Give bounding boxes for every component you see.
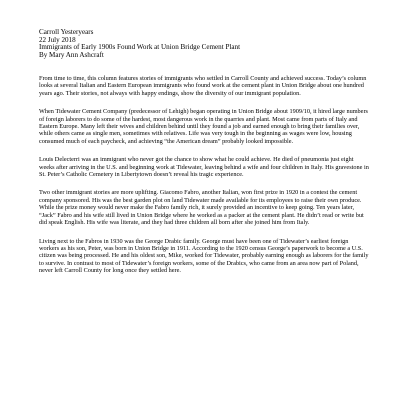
article-title: Immigrants of Early 1900s Found Work at Union Bridge Cement Plant [39,43,241,51]
article-column [39,29,369,286]
publication-date: 22 July 2018 [39,35,76,44]
paragraph-fabro: Two other immigrant stories are more uplifting. Giacomo Fabro, another Italian, won first prize in 1920 in a contest the cement company sponsored. His was the best garden plot on land Tidewater made available for its employees to raise their own produce. While the prize money would never make the Fabro family rich, it surely provided an incentive to keep going. Ten years later, “Jack” Fabro and his wife still lived in Union Bridge where he worked as a packer at the cement plant. He didn’t read or write but did speak English. His wife was literate, and they had three children all born after she joined him from Italy. [39,189,364,227]
paragraph-intro: From time to time, this column features stories of immigrants who settled in Carroll County and achieved success. Today’s column looks at several Italian and Eastern European immigrants who found work at the cement plant in Union Bridge about one hundred years ago. Their stories, not always with happy endings, show the diversity of our immigrant population. [39,75,367,97]
paragraph-delecterri: Louis Delecterri was an immigrant who never got the chance to show what he could achieve. He died of pneumonia just eight weeks after arriving in the U.S. and beginning work at Tidewater, leaving behind a wife and four children in Italy. His gravestone in St. Peter’s Catholic Cemetery in Libertytown doesn’t reveal his tragic experience. [39,156,369,179]
article-header [39,29,369,59]
paragraph-tidewater: When Tidewater Cement Company (predecessor of Lehigh) began operating in Union Bridge about 1909/10, it hired large numbers of foreign laborers to do some of the hardest, most dangerous work in the quarries and plant. Most came from parts of Italy and Eastern Europe. Many left their wives and children behind until they found a job and earned enough to bring their families over, while others came as single men, sometimes with relatives. Life was very tough in the beginning as wages were low, housing consumed much of each paycheck, and achieving “the American dream” probably looked impossible. [39,108,368,145]
column-name: Carroll Yesteryears [39,28,94,36]
byline: By Mary Ann Ashcraft [39,50,104,59]
paragraph-drabic: Living next to the Fabros in 1930 was the George Drabic family. George must have been one of Tidewater’s earliest foreign workers as his son, Peter, was born in Union Bridge in 1911. According to the 1920 census George’s paperwork to become a U.S. citizen was being processed. He and his oldest son, Mike, worked for Tidewater, probably earning enough as laborers for the family to survive. In contrast to most of Tidewater’s foreign workers, some of the Drabics, who came from an area now part of Poland, never left Carroll County for long once they settled here. [39,237,369,275]
